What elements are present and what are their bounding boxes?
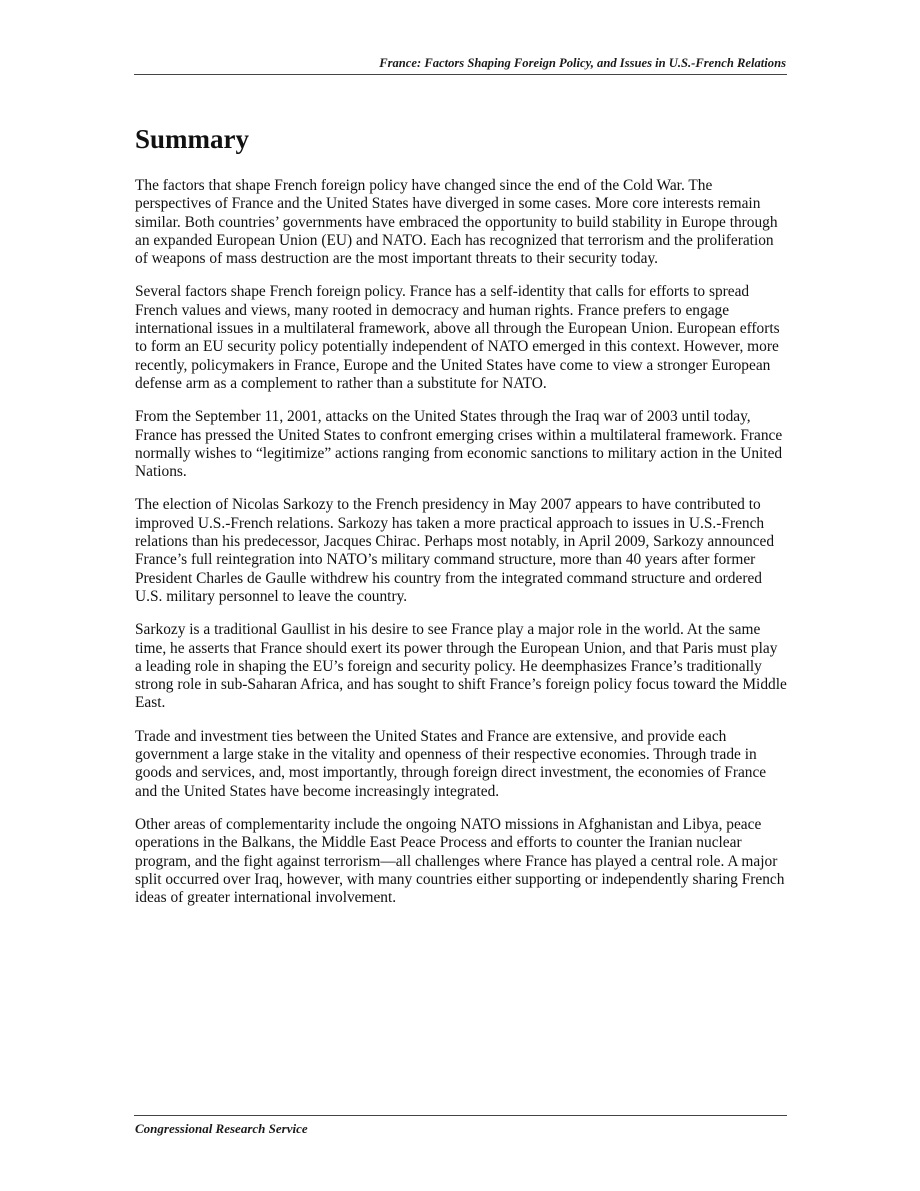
running-title: France: Factors Shaping Foreign Policy, and Issues in U.S.-French Relations [379,56,786,70]
summary-paragraph: Trade and investment ties between the United States and France are extensive, and provide each government a large stake in the vitality and openness of their respective economies. Through trade in goods and services, and, most importantly, through foreign direct investment, the economies of France and the United States have become increasingly integrated. [135,727,767,800]
summary-paragraph: Other areas of complementarity include the ongoing NATO missions in Afghanistan and Libya, peace operations in the Balkans, the Middle East Peace Process and efforts to counter the Iranian nuclear program, and the fight against terrorism—all challenges where France has played a central role. A major split occurred over Iraq, however, with many countries either supporting or independently sharing French ideas of greater international involvement. [135,815,785,907]
summary-paragraph: The factors that shape French foreign policy have changed since the end of the Cold War. The perspectives of France and the United States have diverged in some cases. More core interests remain similar. Both countries’ governments have embraced the opportunity to build stability in Europe through an expanded European Union (EU) and NATO. Each has recognized that terrorism and the proliferation of weapons of mass destruction are the most important threats to their security today. [135,177,778,268]
summary-heading: Summary [135,124,249,154]
summary-paragraph: From the September 11, 2001, attacks on the United States through the Iraq war of 2003 until today, France has pressed the United States to confront emerging crises within a multilateral framework. France normally wishes to “legitimize” actions ranging from economic sanctions to military action in the United Nations. [135,408,783,481]
summary-body [135,177,787,922]
footer-label: Congressional Research Service [135,1121,308,1136]
page-header [134,52,787,75]
summary-paragraph: Sarkozy is a traditional Gaullist in his desire to see France play a major role in the world. At the same time, he asserts that France should exert its power through the European Union, and that Paris must play a leading role in shaping the EU’s foreign and security policy. He deemphasizes France’s traditionally strong role in sub-Saharan Africa, and has sought to shift France’s foreign policy focus toward the Middle East. [135,621,787,712]
summary-paragraph: Several factors shape French foreign policy. France has a self-identity that calls for efforts to spread French values and views, many rooted in democracy and human rights. France prefers to engage international issues in a multilateral framework, above all through the European Union. European efforts to form an EU security policy potentially independent of NATO emerged in this context. However, more recently, policymakers in France, Europe and the United States have come to view a stronger European defense arm as a complement to rather than a substitute for NATO. [135,283,780,392]
page-footer [134,1115,787,1136]
summary-paragraph: The election of Nicolas Sarkozy to the French presidency in May 2007 appears to have contributed to improved U.S.-French relations. Sarkozy has taken a more practical approach to issues in U.S.-French relations than his predecessor, Jacques Chirac. Perhaps most notably, in April 2009, Sarkozy announced France’s full reintegration into NATO’s military command structure, more than 40 years after former President Charles de Gaulle withdrew his country from the integrated command structure and ordered U.S. military personnel to leave the country. [135,496,775,605]
